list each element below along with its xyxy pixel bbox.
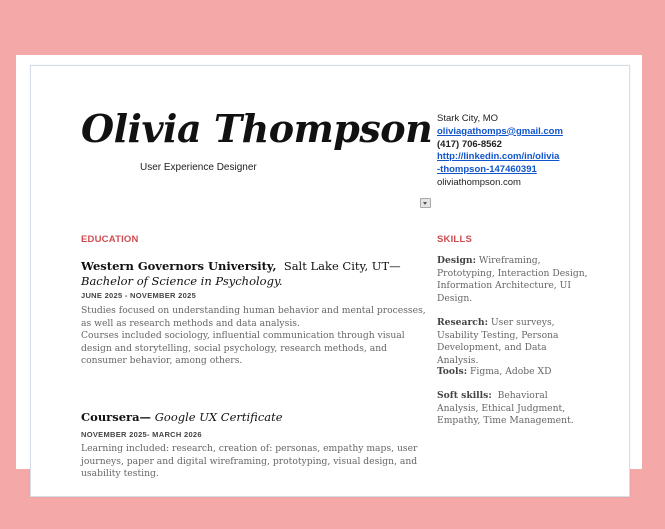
entry-2-degree: Google UX Certificate xyxy=(154,410,283,424)
document-viewport[interactable] xyxy=(16,55,642,480)
skill-tools-text: Figma, Adobe XD xyxy=(470,366,552,377)
skill-design xyxy=(437,255,589,305)
skill-research xyxy=(437,317,589,367)
entry-2-line-1: Learning included: research, creation of: personas, empathy maps, user journeys, paper and digital wireframing, prototyping, visual design, and usability testing. xyxy=(81,443,418,480)
skills-heading: SKILLS xyxy=(437,234,472,245)
skill-tools-label: Tools: xyxy=(437,366,468,377)
education-entry-1-title xyxy=(81,259,421,289)
skill-soft xyxy=(437,390,589,428)
entry-2-description xyxy=(81,443,426,481)
linkedin-line-1[interactable]: http://linkedin.com/in/olivia xyxy=(437,151,560,163)
contact-location: Stark City, MO xyxy=(437,113,499,124)
skill-research-label: Research: xyxy=(437,317,488,328)
entry-2-dates: NOVEMBER 2025- MARCH 2026 xyxy=(81,430,202,439)
skill-design-text: Wireframing, Prototyping, Interaction Design, Information Architecture, UI Design. xyxy=(437,255,588,304)
contact-linkedin-link[interactable] xyxy=(437,151,563,177)
chevron-down-icon[interactable] xyxy=(420,198,431,208)
linkedin-line-2[interactable]: -thompson-147460391 xyxy=(437,164,537,176)
entry-1-description xyxy=(81,305,426,368)
contact-block xyxy=(437,113,563,190)
entry-1-org: Western Governors University, xyxy=(81,259,277,273)
contact-phone: (417) 706-8562 xyxy=(437,138,502,150)
skill-research-text: User surveys, Usability Testing, Persona Development, and Data Analysis. xyxy=(437,317,559,366)
entry-1-line-2: Courses included sociology, influential communication through visual design and storytelling, social psychology, research methods, and consumer behavior, among others. xyxy=(81,330,405,367)
education-entry-2-title xyxy=(81,410,421,425)
skill-tools xyxy=(437,366,589,379)
entry-2-org: Coursera— xyxy=(81,410,152,424)
entry-1-dates: JUNE 2025 - NOVEMBER 2025 xyxy=(81,291,197,300)
resume-page xyxy=(30,65,630,497)
education-heading: EDUCATION xyxy=(81,234,139,245)
skill-design-label: Design: xyxy=(437,255,476,266)
contact-website: oliviathompson.com xyxy=(437,176,521,188)
entry-1-location: Salt Lake City, UT— xyxy=(283,259,401,273)
contact-email-link[interactable]: oliviagathomps@gmail.com xyxy=(437,125,563,137)
resume-name: Olivia Thompson xyxy=(81,106,433,151)
resume-role: User Experience Designer xyxy=(140,162,257,173)
entry-1-degree: Bachelor of Science in Psychology. xyxy=(81,274,283,288)
skill-soft-text: Behavioral Analysis, Ethical Judgment, Empathy, Time Management. xyxy=(437,390,574,427)
entry-1-line-1: Studies focused on understanding human behavior and mental processes, as well as research methods and data analysis. xyxy=(81,305,426,329)
skill-soft-label: Soft skills: xyxy=(437,390,492,401)
